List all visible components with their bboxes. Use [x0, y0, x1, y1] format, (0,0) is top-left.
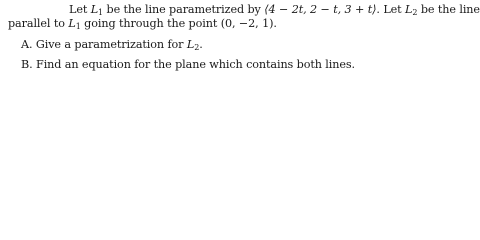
text: be the line parametrized by — [103, 3, 265, 16]
text: Let — [69, 3, 91, 16]
problem-text — [0, 0, 480, 83]
line-l2-symbol: $L_2$ — [186, 38, 200, 52]
text: parallel to — [8, 17, 69, 30]
part-b-text: B. Find an equation for the plane which contains both lines. — [21, 58, 355, 71]
line-l2-symbol: $L_2$ — [405, 3, 418, 17]
text: . — [273, 17, 277, 30]
text: going through the point — [80, 17, 221, 30]
parametrization-vector: ⟨4 − 2t, 2 − t, 3 + t⟩ — [264, 3, 377, 16]
text: . Let — [376, 3, 406, 16]
part-b — [21, 58, 355, 72]
problem-continuation-line — [8, 17, 277, 34]
text: be the line — [417, 3, 480, 16]
part-a — [21, 38, 203, 55]
line-l1-symbol: $L_1$ — [90, 3, 104, 17]
point-coordinates: (0, −2, 1) — [220, 17, 274, 30]
part-a-text: A. Give a parametrization for — [21, 38, 187, 51]
text: . — [199, 38, 203, 51]
line-l1-symbol: $L_1$ — [68, 17, 81, 31]
